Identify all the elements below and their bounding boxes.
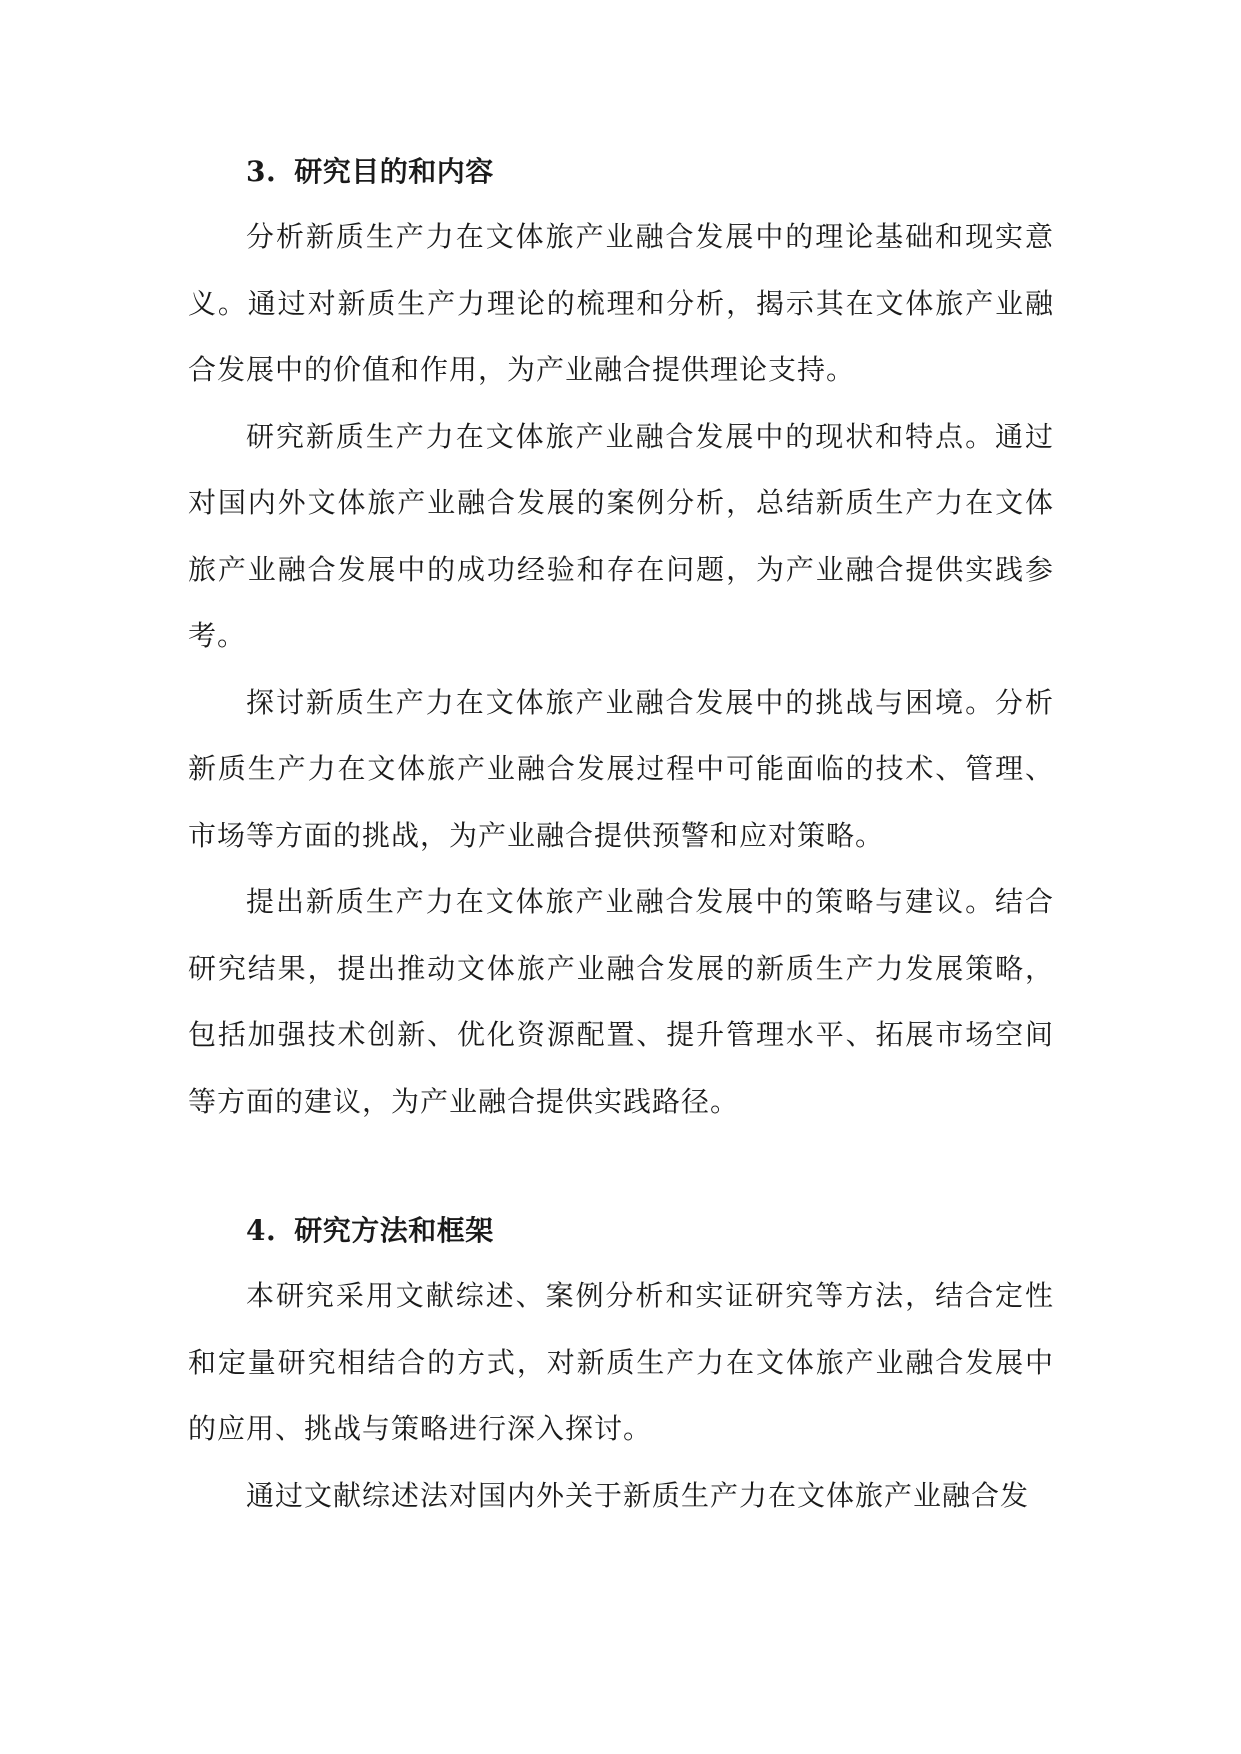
section-heading: [188, 1199, 1054, 1263]
document-body: [188, 140, 1054, 1529]
section-research-purpose: [188, 140, 1054, 1135]
section-title: 研究目的和内容: [294, 155, 494, 188]
section-spacer: [188, 1135, 1054, 1199]
section-research-methods: [188, 1199, 1054, 1529]
section-number: 3.: [246, 155, 277, 188]
paragraph: 分析新质生产力在文体旅产业融合发展中的理论基础和现实意义。通过对新质生产力理论的梳理和分析，揭示其在文体旅产业融合发展中的价值和作用，为产业融合提供理论支持。: [188, 220, 1054, 386]
section-number: 4.: [246, 1214, 277, 1247]
section-heading: [188, 140, 1054, 204]
paragraph: 通过文献综述法对国内外关于新质生产力在文体旅产业融合发: [246, 1478, 1030, 1512]
paragraph: 本研究采用文献综述、案例分析和实证研究等方法，结合定性和定量研究相结合的方式，对新质生产力在文体旅产业融合发展中的应用、挑战与策略进行深入探讨。: [188, 1279, 1054, 1445]
paragraph: 研究新质生产力在文体旅产业融合发展中的现状和特点。通过对国内外文体旅产业融合发展的案例分析，总结新质生产力在文体旅产业融合发展中的成功经验和存在问题，为产业融合提供实践参考。: [188, 419, 1054, 652]
section-title: 研究方法和框架: [294, 1214, 494, 1247]
paragraph: 探讨新质生产力在文体旅产业融合发展中的挑战与困境。分析新质生产力在文体旅产业融合发展过程中可能面临的技术、管理、市场等方面的挑战，为产业融合提供预警和应对策略。: [188, 685, 1054, 852]
paragraph: 提出新质生产力在文体旅产业融合发展中的策略与建议。结合研究结果，提出推动文体旅产业融合发展的新质生产力发展策略，包括加强技术创新、优化资源配置、提升管理水平、拓展市场空间等方面的建议，为产业融合提供实践路径。: [188, 885, 1054, 1118]
